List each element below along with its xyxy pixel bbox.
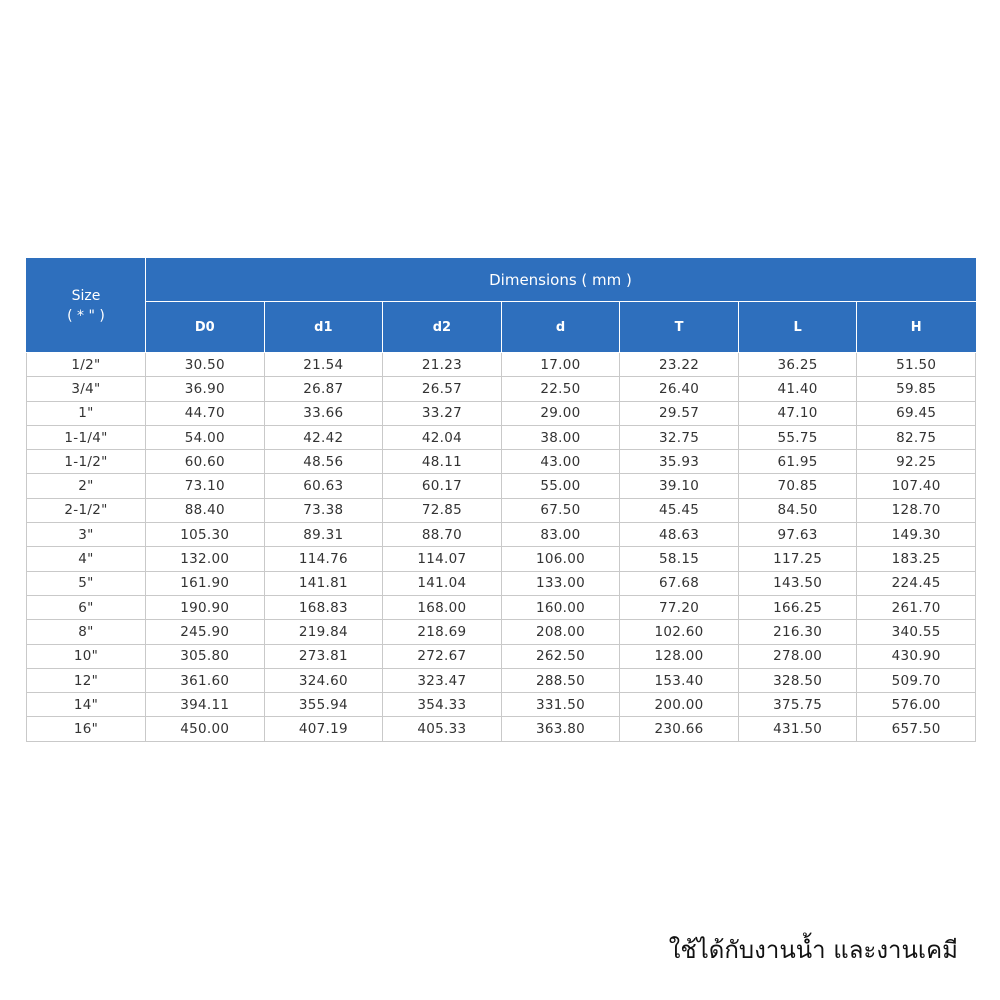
column-header-l: L [738,302,857,353]
table-row [27,523,976,547]
value-cell: 59.85 [857,377,976,401]
header-row-group [27,259,976,302]
size-cell: 1/2" [27,353,146,377]
value-cell: 576.00 [857,693,976,717]
value-cell: 323.47 [383,668,502,692]
column-header-d1: d1 [264,302,383,353]
value-cell: 55.75 [738,425,857,449]
value-cell: 430.90 [857,644,976,668]
value-cell: 88.70 [383,523,502,547]
value-cell: 29.57 [620,401,739,425]
value-cell: 218.69 [383,620,502,644]
column-header-d2: d2 [383,302,502,353]
table-row [27,571,976,595]
table-row [27,425,976,449]
value-cell: 26.40 [620,377,739,401]
size-cell: 4" [27,547,146,571]
value-cell: 324.60 [264,668,383,692]
value-cell: 69.45 [857,401,976,425]
value-cell: 132.00 [146,547,265,571]
size-cell: 12" [27,668,146,692]
size-cell: 2" [27,474,146,498]
value-cell: 61.95 [738,450,857,474]
value-cell: 230.66 [620,717,739,741]
value-cell: 133.00 [501,571,620,595]
value-cell: 216.30 [738,620,857,644]
value-cell: 60.17 [383,474,502,498]
value-cell: 200.00 [620,693,739,717]
size-cell: 3/4" [27,377,146,401]
value-cell: 361.60 [146,668,265,692]
value-cell: 48.56 [264,450,383,474]
value-cell: 128.00 [620,644,739,668]
value-cell: 394.11 [146,693,265,717]
value-cell: 48.11 [383,450,502,474]
value-cell: 92.25 [857,450,976,474]
table-row [27,595,976,619]
column-header-d: d [501,302,620,353]
value-cell: 166.25 [738,595,857,619]
value-cell: 39.10 [620,474,739,498]
value-cell: 38.00 [501,425,620,449]
footer-note: ใช้ได้กับงานน้ำ และงานเคมี [668,936,958,964]
value-cell: 261.70 [857,595,976,619]
value-cell: 407.19 [264,717,383,741]
value-cell: 21.54 [264,353,383,377]
value-cell: 60.60 [146,450,265,474]
value-cell: 340.55 [857,620,976,644]
value-cell: 17.00 [501,353,620,377]
size-label: Size [71,287,101,304]
value-cell: 72.85 [383,498,502,522]
value-cell: 42.04 [383,425,502,449]
value-cell: 51.50 [857,353,976,377]
value-cell: 278.00 [738,644,857,668]
value-cell: 183.25 [857,547,976,571]
value-cell: 105.30 [146,523,265,547]
value-cell: 208.00 [501,620,620,644]
value-cell: 141.04 [383,571,502,595]
value-cell: 35.93 [620,450,739,474]
value-cell: 67.68 [620,571,739,595]
value-cell: 168.00 [383,595,502,619]
size-unit: ( * " ) [67,307,105,324]
value-cell: 84.50 [738,498,857,522]
table-row [27,717,976,741]
size-cell: 3" [27,523,146,547]
value-cell: 22.50 [501,377,620,401]
value-cell: 58.15 [620,547,739,571]
value-cell: 42.42 [264,425,383,449]
value-cell: 26.87 [264,377,383,401]
value-cell: 30.50 [146,353,265,377]
value-cell: 67.50 [501,498,620,522]
table-row [27,353,976,377]
value-cell: 153.40 [620,668,739,692]
value-cell: 106.00 [501,547,620,571]
value-cell: 54.00 [146,425,265,449]
value-cell: 305.80 [146,644,265,668]
size-cell: 10" [27,644,146,668]
value-cell: 245.90 [146,620,265,644]
size-cell: 1-1/2" [27,450,146,474]
value-cell: 29.00 [501,401,620,425]
value-cell: 23.22 [620,353,739,377]
value-cell: 149.30 [857,523,976,547]
value-cell: 288.50 [501,668,620,692]
table-row [27,644,976,668]
value-cell: 33.27 [383,401,502,425]
size-cell: 1-1/4" [27,425,146,449]
value-cell: 331.50 [501,693,620,717]
value-cell: 70.85 [738,474,857,498]
value-cell: 328.50 [738,668,857,692]
value-cell: 355.94 [264,693,383,717]
value-cell: 160.00 [501,595,620,619]
value-cell: 60.63 [264,474,383,498]
value-cell: 363.80 [501,717,620,741]
size-cell: 2-1/2" [27,498,146,522]
column-header-d0: D0 [146,302,265,353]
size-column-header [27,259,146,353]
value-cell: 32.75 [620,425,739,449]
size-cell: 5" [27,571,146,595]
value-cell: 143.50 [738,571,857,595]
column-header-h: H [857,302,976,353]
value-cell: 450.00 [146,717,265,741]
value-cell: 272.67 [383,644,502,668]
value-cell: 190.90 [146,595,265,619]
value-cell: 73.10 [146,474,265,498]
value-cell: 82.75 [857,425,976,449]
header-row-columns [27,302,976,353]
value-cell: 48.63 [620,523,739,547]
value-cell: 77.20 [620,595,739,619]
value-cell: 219.84 [264,620,383,644]
table-row [27,377,976,401]
value-cell: 36.25 [738,353,857,377]
value-cell: 657.50 [857,717,976,741]
value-cell: 21.23 [383,353,502,377]
value-cell: 117.25 [738,547,857,571]
value-cell: 168.83 [264,595,383,619]
table-body [27,353,976,742]
size-cell: 14" [27,693,146,717]
table-row [27,498,976,522]
column-header-t: T [620,302,739,353]
value-cell: 161.90 [146,571,265,595]
value-cell: 55.00 [501,474,620,498]
size-cell: 1" [27,401,146,425]
value-cell: 262.50 [501,644,620,668]
value-cell: 224.45 [857,571,976,595]
value-cell: 107.40 [857,474,976,498]
dimensions-group-header: Dimensions ( mm ) [146,259,976,302]
value-cell: 44.70 [146,401,265,425]
value-cell: 431.50 [738,717,857,741]
table-row [27,547,976,571]
table-row [27,620,976,644]
value-cell: 41.40 [738,377,857,401]
table-row [27,450,976,474]
size-cell: 8" [27,620,146,644]
table-row [27,693,976,717]
value-cell: 43.00 [501,450,620,474]
value-cell: 26.57 [383,377,502,401]
value-cell: 114.76 [264,547,383,571]
value-cell: 141.81 [264,571,383,595]
value-cell: 405.33 [383,717,502,741]
value-cell: 89.31 [264,523,383,547]
value-cell: 45.45 [620,498,739,522]
value-cell: 36.90 [146,377,265,401]
value-cell: 47.10 [738,401,857,425]
value-cell: 375.75 [738,693,857,717]
value-cell: 83.00 [501,523,620,547]
size-cell: 16" [27,717,146,741]
value-cell: 114.07 [383,547,502,571]
value-cell: 73.38 [264,498,383,522]
table-row [27,668,976,692]
table-row [27,474,976,498]
dimensions-table [26,258,976,742]
value-cell: 354.33 [383,693,502,717]
value-cell: 509.70 [857,668,976,692]
value-cell: 97.63 [738,523,857,547]
value-cell: 273.81 [264,644,383,668]
table-row [27,401,976,425]
value-cell: 88.40 [146,498,265,522]
size-cell: 6" [27,595,146,619]
value-cell: 33.66 [264,401,383,425]
value-cell: 102.60 [620,620,739,644]
value-cell: 128.70 [857,498,976,522]
